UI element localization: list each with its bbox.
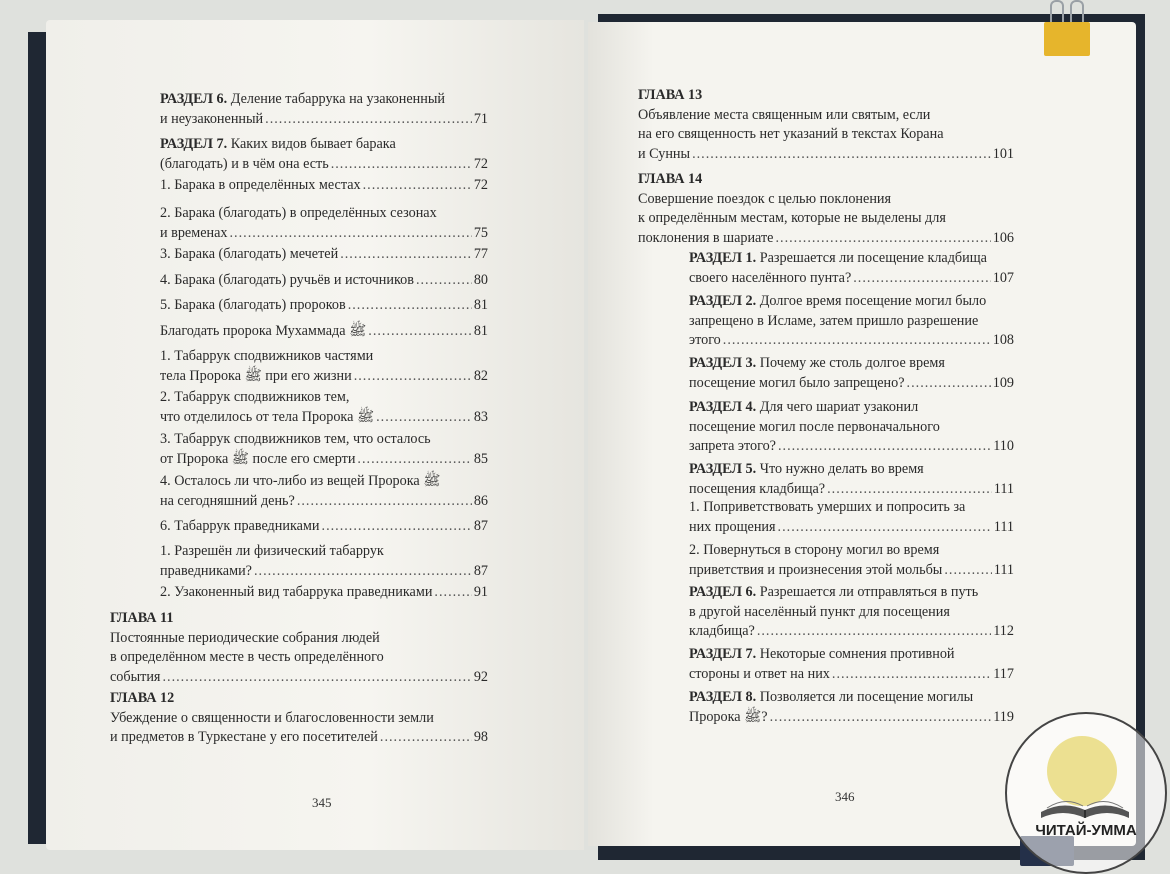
toc-entry: [689, 645, 1014, 684]
toc-line-text: 5. Барака (благодать) пророков: [160, 297, 346, 313]
toc-line-text: что отделилось от тела Пророка ﷺ: [160, 408, 375, 425]
toc-line-text: 4. Барака (благодать) ручьёв и источников: [160, 272, 414, 288]
toc-line: [689, 418, 1014, 438]
toc-line-text: посещение могил после первоначального: [689, 418, 940, 435]
toc-line-text: РАЗДЕЛ 3. Почему же столь долгое время: [689, 355, 945, 371]
toc-line: [689, 541, 1014, 561]
toc-line: [689, 331, 1014, 351]
leader-dots: [357, 450, 471, 470]
toc-line: [638, 190, 1014, 210]
leader-dots: [331, 155, 472, 175]
toc-line-text: на его священность нет указаний в текстах Корана: [638, 126, 944, 142]
toc-entry: [689, 460, 1014, 499]
toc-line-text: этого: [689, 332, 721, 348]
toc-entry: [160, 583, 488, 603]
toc-line-text: от Пророка ﷺ после его смерти: [160, 450, 356, 467]
section-label: РАЗДЕЛ 2.: [689, 293, 757, 309]
leader-dots: [416, 271, 472, 291]
leader-dots: [778, 437, 991, 457]
toc-line: [110, 728, 488, 748]
toc-entry: [689, 292, 1014, 351]
toc-chapter: [638, 170, 1014, 248]
toc-entry: [689, 541, 1014, 580]
toc-page-number: 110: [993, 438, 1014, 454]
leader-dots: [348, 296, 472, 316]
toc-line-text: Благодать пророка Мухаммада ﷺ: [160, 323, 367, 339]
toc-line-text: 4. Осталось ли что-либо из вещей Пророка ﷺ: [160, 473, 441, 489]
toc-page-number: 91: [473, 584, 488, 600]
toc-line: [160, 347, 488, 367]
toc-line: [689, 645, 1014, 665]
toc-line-text: 3. Табаррук сподвижников тем, что осталось: [160, 431, 431, 447]
toc-line-text: посещение могил было запрещено?: [689, 374, 905, 391]
toc-line: [689, 622, 1014, 642]
leader-dots: [162, 668, 471, 688]
toc-line: [638, 145, 1014, 165]
toc-line: [638, 125, 1014, 145]
toc-entry: [689, 398, 1014, 457]
store-watermark-logo: [1005, 712, 1167, 874]
toc-entry: [160, 135, 488, 174]
toc-page-number: 75: [473, 224, 488, 241]
toc-line-text: посещения кладбища?: [689, 480, 826, 497]
toc-line: [689, 603, 1014, 623]
toc-line-text: события: [110, 668, 161, 685]
leader-dots: [832, 665, 991, 685]
chapter-title: ГЛАВА 13: [638, 87, 703, 103]
toc-entry: [160, 347, 488, 386]
toc-entry: [160, 176, 488, 196]
toc-page-number: 92: [473, 668, 488, 685]
toc-line: [110, 668, 488, 688]
leader-dots: [230, 224, 472, 244]
chapter-title: ГЛАВА 12: [110, 690, 175, 706]
toc-line-text: 6. Табаррук праведниками: [160, 518, 320, 534]
toc-page-number: 72: [473, 155, 488, 172]
leader-dots: [692, 145, 991, 165]
toc-entry: [689, 498, 1014, 537]
toc-page-number: 108: [992, 332, 1014, 348]
toc-line: [689, 354, 1014, 374]
toc-line-text: и неузаконенный: [160, 110, 264, 127]
toc-page-number: 112: [993, 623, 1014, 639]
toc-line: [160, 135, 488, 155]
toc-entry: [160, 90, 488, 129]
toc-line-text: Убеждение о священности и благословенности земли: [110, 709, 434, 726]
toc-page-number: 109: [992, 374, 1014, 391]
section-label: РАЗДЕЛ 8.: [689, 689, 757, 705]
toc-line: [160, 204, 488, 224]
toc-line-text: 1. Табаррук сподвижников частями: [160, 348, 374, 364]
toc-chapter: [110, 689, 488, 748]
toc-line: [689, 312, 1014, 332]
page-number-right: 346: [835, 789, 855, 804]
section-label: РАЗДЕЛ 6.: [160, 91, 228, 107]
leader-dots: [853, 269, 990, 289]
toc-entry: [160, 517, 488, 537]
leader-dots: [434, 583, 471, 603]
leader-dots: [907, 374, 991, 394]
toc-line: [689, 249, 1014, 269]
toc-entry: [160, 271, 488, 291]
toc-line-text: 2. Барака (благодать) в определённых сезонах: [160, 205, 437, 221]
toc-entry: [160, 245, 488, 265]
toc-line-text: РАЗДЕЛ 7. Некоторые сомнения противной: [689, 646, 955, 662]
toc-page-number: 98: [473, 729, 488, 745]
toc-line: [638, 229, 1014, 249]
toc-line-text: РАЗДЕЛ 6. Разрешается ли отправляться в путь: [689, 584, 979, 600]
leader-dots: [265, 110, 472, 130]
toc-line: [160, 517, 488, 537]
toc-line-text: к определённым местам, которые не выделены для: [638, 210, 946, 226]
toc-entry: [160, 430, 488, 469]
toc-page-number: 117: [993, 665, 1014, 682]
leader-dots: [944, 561, 991, 581]
toc-line: [110, 629, 488, 649]
toc-line: [160, 110, 488, 130]
toc-line: [689, 583, 1014, 603]
toc-line: [689, 688, 1014, 708]
leader-dots: [322, 517, 472, 537]
toc-line: [160, 296, 488, 316]
toc-line: [160, 271, 488, 291]
toc-line-text: Совершение поездок с целью поклонения: [638, 190, 892, 207]
leader-dots: [380, 728, 472, 748]
toc-line: [689, 269, 1014, 289]
toc-line-text: РАЗДЕЛ 4. Для чего шариат узаконил: [689, 399, 919, 415]
leader-dots: [368, 322, 472, 342]
toc-page-number: 71: [473, 110, 488, 127]
toc-line-text: 2. Узаконенный вид табаррука праведниками: [160, 584, 433, 600]
toc-line: [160, 472, 488, 492]
toc-line: [160, 492, 488, 512]
toc-line: [160, 583, 488, 603]
toc-page-number: 101: [992, 145, 1014, 162]
leader-dots: [363, 176, 472, 196]
section-label: РАЗДЕЛ 1.: [689, 250, 757, 266]
section-label: РАЗДЕЛ 4.: [689, 399, 757, 415]
toc-line-text: кладбища?: [689, 623, 755, 639]
toc-entry: [160, 204, 488, 243]
toc-entry: [689, 583, 1014, 642]
toc-line: [160, 542, 488, 562]
toc-line: [689, 460, 1014, 480]
toc-line-text: праведниками?: [160, 562, 252, 579]
section-label: РАЗДЕЛ 5.: [689, 461, 757, 477]
leader-dots: [827, 480, 992, 500]
toc-line-text: 2. Табаррук сподвижников тем,: [160, 389, 350, 405]
toc-line: [689, 480, 1014, 500]
chapter-title: ГЛАВА 14: [638, 171, 703, 187]
toc-line-text: 1. Поприветствовать умерших и попросить за: [689, 499, 966, 515]
toc-line-text: Постоянные периодические собрания людей: [110, 629, 380, 646]
toc-line-text: тела Пророка ﷺ при его жизни: [160, 367, 352, 384]
toc-line-text: 1. Барака в определённых местах: [160, 177, 361, 193]
open-book-icon: [1037, 782, 1133, 822]
leader-dots: [340, 245, 472, 265]
toc-chapter: [110, 609, 488, 687]
toc-page-number: 72: [473, 177, 488, 193]
leader-dots: [778, 518, 992, 538]
toc-line-text: запрета этого?: [689, 438, 776, 454]
leader-dots: [376, 408, 472, 428]
section-label: РАЗДЕЛ 7.: [689, 646, 757, 662]
toc-page-number: 111: [993, 518, 1014, 535]
toc-line: [160, 430, 488, 450]
toc-line-text: стороны и ответ на них: [689, 665, 830, 682]
toc-line: [689, 398, 1014, 418]
toc-line-text: и предметов в Туркестане у его посетителей: [110, 729, 378, 745]
toc-line-text: запрещено в Исламе, затем пришло разрешение: [689, 312, 979, 329]
toc-line: [160, 388, 488, 408]
toc-page-number: 81: [473, 323, 488, 339]
toc-entry: [160, 542, 488, 581]
leader-dots: [723, 331, 991, 351]
toc-page-number: 85: [473, 450, 488, 467]
section-label: РАЗДЕЛ 7.: [160, 136, 228, 152]
watermark-text: ЧИТАЙ-УММА: [1035, 822, 1137, 839]
leader-dots: [297, 492, 472, 512]
toc-page-number: 106: [992, 229, 1014, 246]
toc-line: [689, 561, 1014, 581]
toc-entry: [160, 472, 488, 511]
leader-dots: [354, 367, 472, 387]
page-number-left: 345: [312, 795, 332, 810]
leader-dots: [254, 562, 472, 582]
toc-entry: [160, 322, 488, 342]
toc-line-text: (благодать) и в чём она есть: [160, 155, 329, 172]
toc-page-number: 82: [473, 367, 488, 384]
toc-line: [160, 562, 488, 582]
leader-dots: [775, 229, 990, 249]
toc-line: [160, 176, 488, 196]
toc-line-text: 3. Барака (благодать) мечетей: [160, 246, 339, 262]
toc-page-number: 107: [992, 269, 1014, 286]
section-label: РАЗДЕЛ 3.: [689, 355, 757, 371]
toc-entry: [689, 688, 1014, 727]
toc-page-number: 86: [473, 492, 488, 509]
toc-line: [160, 367, 488, 387]
toc-line-text: своего населённого пунта?: [689, 269, 852, 286]
toc-line-text: на сегодняшний день?: [160, 492, 295, 509]
toc-page-number: 81: [473, 297, 488, 313]
toc-line-text: 1. Разрешён ли физический табаррук: [160, 543, 384, 559]
toc-line: [638, 209, 1014, 229]
toc-entry: [160, 296, 488, 316]
leader-dots: [757, 622, 991, 642]
toc-line-text: РАЗДЕЛ 8. Позволяется ли посещение могилы: [689, 689, 974, 705]
toc-page-number: 83: [473, 408, 488, 425]
toc-line: [160, 322, 488, 342]
toc-line: [110, 709, 488, 729]
toc-page-number: 80: [473, 272, 488, 288]
toc-entry: [689, 354, 1014, 393]
toc-page-number: 77: [473, 246, 488, 262]
toc-line: [689, 292, 1014, 312]
toc-line: [160, 90, 488, 110]
chapter-title: ГЛАВА 11: [110, 610, 174, 626]
toc-page-number: 111: [993, 561, 1014, 578]
toc-line: [638, 106, 1014, 126]
binder-clip-top: [1038, 0, 1094, 60]
toc-page-number: 119: [993, 708, 1014, 725]
toc-line-text: Пророка ﷺ?: [689, 708, 768, 725]
toc-page-number: 111: [993, 480, 1014, 497]
section-label: РАЗДЕЛ 6.: [689, 584, 757, 600]
toc-page-number: 87: [473, 562, 488, 579]
toc-line-text: 2. Повернуться в сторону могил во время: [689, 542, 940, 558]
toc-line: [160, 408, 488, 428]
toc-line-text: и Сунны: [638, 145, 691, 162]
toc-entry: [160, 388, 488, 427]
toc-line: [160, 450, 488, 470]
toc-line: [689, 708, 1014, 728]
toc-line: [160, 245, 488, 265]
toc-line-text: в определённом месте в честь определённого: [110, 649, 384, 665]
toc-line-text: и временах: [160, 224, 228, 241]
toc-line-text: приветствия и произнесения этой мольбы: [689, 561, 943, 578]
toc-line: [689, 518, 1014, 538]
toc-line-text: РАЗДЕЛ 5. Что нужно делать во время: [689, 461, 924, 477]
toc-line-text: Объявление места священным или святым, если: [638, 106, 931, 123]
toc-line: [160, 155, 488, 175]
toc-chapter: [638, 86, 1014, 164]
toc-line: [160, 224, 488, 244]
toc-line: [689, 374, 1014, 394]
leader-dots: [770, 708, 992, 728]
toc-line-text: них прощения: [689, 518, 776, 535]
toc-line: [689, 498, 1014, 518]
toc-line-text: поклонения в шариате: [638, 229, 774, 246]
toc-line-text: РАЗДЕЛ 1. Разрешается ли посещение кладбища: [689, 250, 987, 266]
toc-entry: [689, 249, 1014, 288]
toc-line: [689, 437, 1014, 457]
toc-page-number: 87: [473, 518, 488, 534]
toc-line-text: в другой населённый пункт для посещения: [689, 603, 950, 620]
toc-line-text: РАЗДЕЛ 6. Деление табаррука на узаконенный: [160, 91, 445, 107]
toc-line-text: РАЗДЕЛ 2. Долгое время посещение могил было: [689, 293, 987, 309]
toc-line-text: РАЗДЕЛ 7. Каких видов бывает барака: [160, 136, 396, 152]
toc-line: [110, 648, 488, 668]
toc-line: [689, 665, 1014, 685]
